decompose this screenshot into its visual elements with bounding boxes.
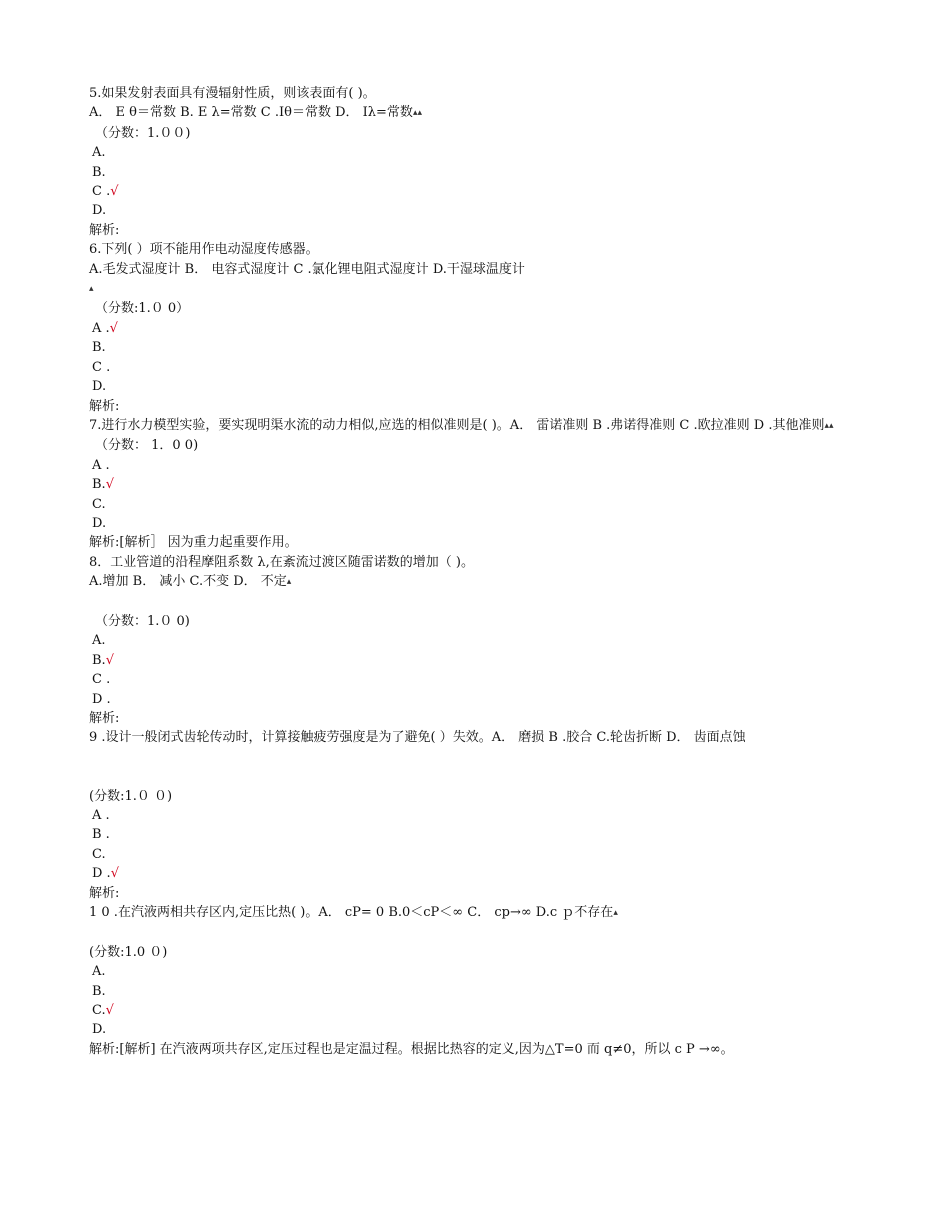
paragraph-mark-icon: ▴▴ bbox=[824, 420, 834, 431]
question-page bbox=[89, 84, 864, 1059]
option-d: D. bbox=[92, 515, 107, 531]
correct-checkmark: √ bbox=[105, 652, 114, 668]
option-b: B. bbox=[92, 983, 106, 999]
option-c: C .√ bbox=[92, 184, 119, 200]
question-5 bbox=[89, 84, 864, 240]
option-c: C. bbox=[92, 846, 106, 862]
question-10 bbox=[89, 903, 864, 1059]
correct-checkmark: √ bbox=[105, 1003, 114, 1019]
paragraph-mark-icon: ▴ bbox=[286, 577, 292, 588]
option-d: D. bbox=[92, 203, 107, 219]
option-a: A. bbox=[92, 633, 106, 649]
question-analysis: 解析:[解析] 在汽液两项共存区,定压过程也是定温过程。根据比热容的定义,因为△T=0 而 q≠0，所以 c P →∞。 bbox=[89, 1041, 734, 1057]
option-a: A . bbox=[92, 457, 110, 473]
question-7 bbox=[89, 416, 864, 553]
question-9 bbox=[89, 728, 864, 903]
option-a: A . bbox=[92, 808, 110, 823]
question-choices: A.增加 B． 减小 C.不变 D． 不定 bbox=[89, 574, 287, 590]
option-c: C . bbox=[92, 359, 111, 375]
question-analysis: 解析: bbox=[89, 398, 120, 414]
option-d: D . bbox=[92, 691, 111, 707]
correct-checkmark: √ bbox=[109, 320, 118, 336]
option-d: D. bbox=[92, 379, 107, 395]
question-score: （分数：1.００) bbox=[95, 125, 191, 141]
option-d: D .√ bbox=[92, 866, 119, 882]
question-score: (分数:1.0 ０) bbox=[89, 944, 168, 960]
question-score: (分数:1.０ ０) bbox=[89, 788, 173, 804]
question-analysis: 解析: bbox=[89, 710, 120, 726]
option-c: C.√ bbox=[92, 1003, 114, 1019]
question-stem: 9 .设计一般闭式齿轮传动时，计算接触疲劳强度是为了避免( ）失效。A． 磨损 B .胶合 C.轮齿折断 D． 齿面点蚀 bbox=[89, 730, 746, 746]
option-c: C . bbox=[92, 672, 111, 688]
question-choices: A． E θ＝常数 B. E λ=常数 C .Iθ＝常数 D． Iλ=常数 bbox=[89, 105, 413, 121]
paragraph-mark-icon: ▴ bbox=[613, 908, 618, 919]
option-b: B. bbox=[92, 340, 106, 356]
option-b: B . bbox=[92, 827, 110, 843]
correct-checkmark: √ bbox=[105, 477, 114, 493]
question-stem: 8．工业管道的沿程摩阻系数 λ,在紊流过渡区随雷诺数的增加（ )。 bbox=[89, 554, 474, 570]
question-analysis: 解析: bbox=[89, 885, 120, 901]
option-c: C. bbox=[92, 496, 106, 512]
paragraph-mark-icon: ▴ bbox=[89, 284, 94, 295]
question-score: （分数：1.０ 0) bbox=[95, 613, 190, 629]
option-d: D. bbox=[92, 1022, 107, 1038]
question-score: （分数:1.０ 0） bbox=[95, 301, 190, 317]
question-choices: A.毛发式湿度计 B． 电容式湿度计 C .氯化锂电阻式湿度计 D.干湿球温度计 bbox=[89, 261, 525, 277]
option-a: A. bbox=[92, 964, 106, 980]
correct-checkmark: √ bbox=[110, 184, 119, 200]
paragraph-mark-icon: ▴▴ bbox=[412, 108, 422, 119]
option-a: A. bbox=[92, 145, 106, 161]
option-b: B.√ bbox=[92, 477, 114, 493]
question-stem: 5.如果发射表面具有漫辐射性质，则该表面有( )。 bbox=[89, 86, 376, 101]
question-stem: 7.进行水力模型实验，要实现明渠水流的动力相似,应选的相似准则是( )。A． 雷诺准则 B .弗诺得准则 C .欧拉准则 D .其他准则 bbox=[89, 417, 825, 433]
question-score: （分数： 1．0 0) bbox=[95, 438, 199, 454]
option-b: B. bbox=[92, 164, 106, 180]
question-analysis: 解析: bbox=[89, 222, 120, 238]
question-8 bbox=[89, 553, 864, 729]
question-6 bbox=[89, 240, 864, 416]
question-stem: 6.下列( ）项不能用作电动湿度传感器。 bbox=[89, 242, 319, 258]
option-a: A .√ bbox=[92, 320, 118, 336]
option-b: B.√ bbox=[92, 652, 114, 668]
question-analysis: 解析:[解析］ 因为重力起重要作用。 bbox=[89, 535, 298, 551]
question-stem: 1 0 .在汽液两相共存区内,定压比热( )。A． cP= 0 B.0＜cP＜∞ C． cp→∞ D.c ｐ不存在 bbox=[89, 905, 614, 921]
correct-checkmark: √ bbox=[110, 866, 119, 882]
